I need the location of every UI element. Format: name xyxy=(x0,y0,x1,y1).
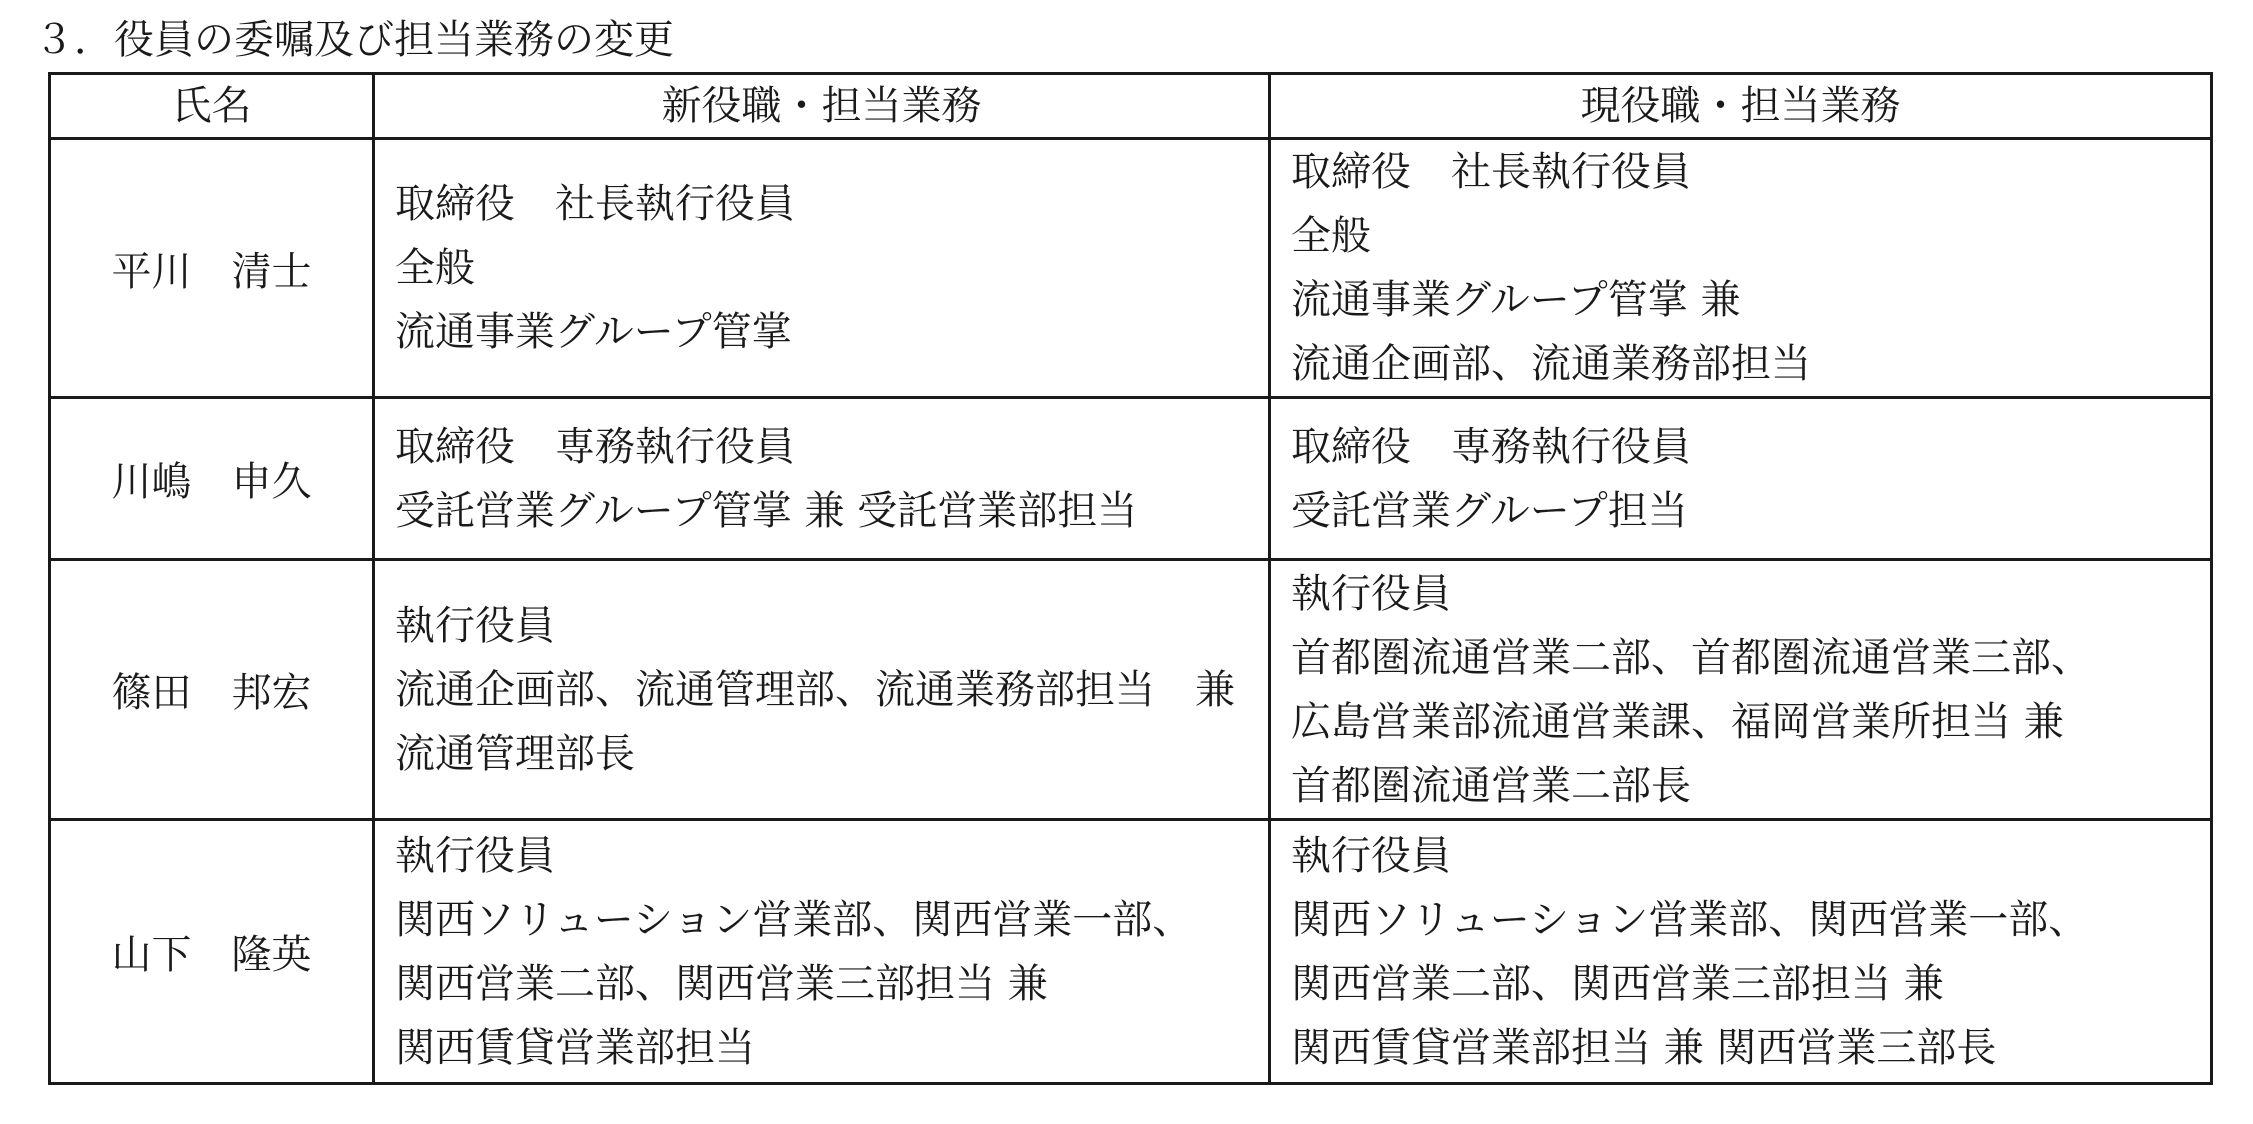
column-header-name: 氏名 xyxy=(50,74,374,139)
role-line: 首都圏流通営業二部、首都圏流通営業三部、 xyxy=(1291,634,2091,681)
role-line: 関西営業二部、関西営業三部担当 兼 xyxy=(395,960,1048,1007)
role-line: 受託営業グループ担当 xyxy=(1291,487,1688,534)
role-line: 全般 xyxy=(395,245,475,291)
role-line: 関西賃貸営業部担当 xyxy=(395,1024,755,1071)
role-line: 執行役員 xyxy=(395,602,555,649)
current-role-cell xyxy=(1270,139,2212,398)
role-line: 流通企画部、流通業務部担当 xyxy=(1291,341,1811,387)
role-line: 流通企画部、流通管理部、流通業務部担当 兼 xyxy=(395,666,1235,713)
new-role-cell xyxy=(374,398,1270,560)
role-line: 全般 xyxy=(1291,213,1371,259)
table-header-row xyxy=(50,74,2212,139)
role-line: 流通事業グループ管掌 xyxy=(395,309,792,355)
role-line: 取締役 社長執行役員 xyxy=(1291,149,1691,195)
table-row xyxy=(50,398,2212,560)
table-row xyxy=(50,820,2212,1084)
role-line: 取締役 専務執行役員 xyxy=(1291,423,1691,470)
role-line: 関西賃貸営業部担当 兼 関西営業三部長 xyxy=(1291,1024,1997,1071)
officer-changes-table xyxy=(48,72,2213,1085)
new-role-cell xyxy=(374,139,1270,398)
officer-name: 山下 隆英 xyxy=(50,820,374,1084)
role-line: 関西ソリューション営業部、関西営業一部、 xyxy=(395,896,1193,943)
role-line: 受託営業グループ管掌 兼 受託営業部担当 xyxy=(395,487,1138,534)
current-role-cell xyxy=(1270,398,2212,560)
column-header-current-role: 現役職・担当業務 xyxy=(1270,74,2212,139)
current-role-cell xyxy=(1270,560,2212,820)
new-role-cell xyxy=(374,820,1270,1084)
role-line: 取締役 社長執行役員 xyxy=(395,181,795,227)
role-line: 広島営業部流通営業課、福岡営業所担当 兼 xyxy=(1291,698,2064,745)
column-header-new-role: 新役職・担当業務 xyxy=(374,74,1270,139)
role-line: 流通事業グループ管掌 兼 xyxy=(1291,277,1741,323)
role-line: 関西ソリューション営業部、関西営業一部、 xyxy=(1291,896,2089,943)
role-line: 関西営業二部、関西営業三部担当 兼 xyxy=(1291,960,1944,1007)
role-line: 執行役員 xyxy=(395,832,555,879)
new-role-cell xyxy=(374,560,1270,820)
table-row xyxy=(50,139,2212,398)
section-title: ３．役員の委嘱及び担当業務の変更 xyxy=(34,17,674,63)
role-line: 執行役員 xyxy=(1291,570,1451,617)
table-row xyxy=(50,560,2212,820)
role-line: 執行役員 xyxy=(1291,832,1451,879)
role-line: 流通管理部長 xyxy=(395,730,635,777)
role-line: 取締役 専務執行役員 xyxy=(395,423,795,470)
officer-name: 篠田 邦宏 xyxy=(50,560,374,820)
officer-name: 川嶋 申久 xyxy=(50,398,374,560)
current-role-cell xyxy=(1270,820,2212,1084)
role-line: 首都圏流通営業二部長 xyxy=(1291,762,1691,809)
officer-name: 平川 清士 xyxy=(50,139,374,398)
